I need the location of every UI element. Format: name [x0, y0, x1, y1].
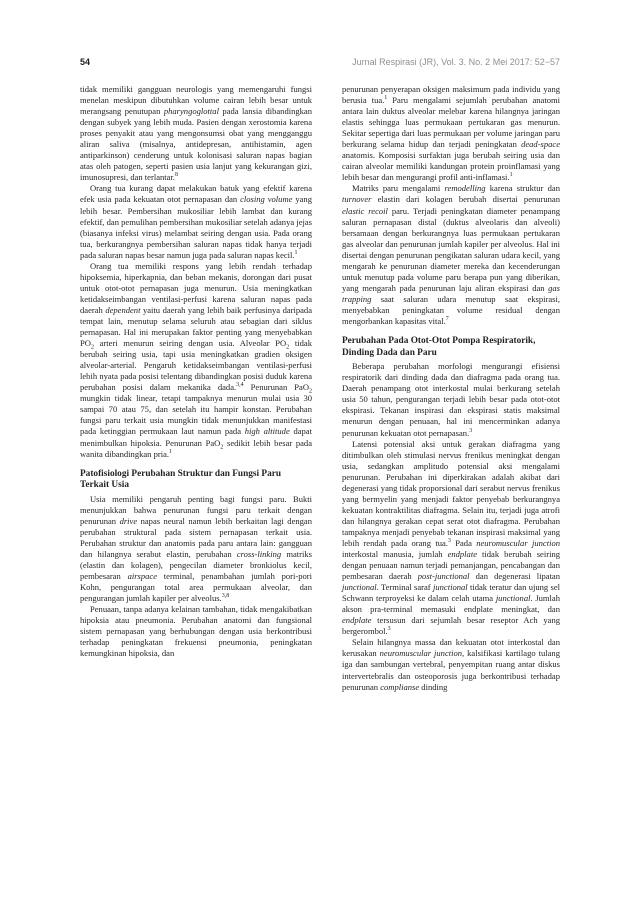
right-column	[342, 84, 560, 693]
paragraph: tidak memiliki gangguan neurologis yang memengaruhi fungsi menelan meskipun dibutuhkan volume cairan lebih besar untuk merangsang penutupan pharyngoglottal pada lansia dibandingkan dengan subyek yang lebih muda. Pasien dengan xerostomia karena proses penyakit atau yang mengonsumsi obat yang mengganggu aliran saliva (misalnya, antidepresan, antihistamin, agen antiparkinson) cenderung untuk kolonisasi saluran napas bagian atas oleh patogen, seperti pasien usia lanjut yang kekurangan gizi, imunosupresi, dan terlantar.$^8$	[80, 84, 312, 183]
paragraph: Matriks paru mengalami remodelling karena struktur dan turnover elastin dari kolagen berubah disertai penurunan elastic recoil paru. Terjadi peningkatan diameter penampang saluran pernapasan distal (duktus alveolaris dan alveoli) bersamaan dengan berkurangnya luas permukaan pertukaran gas alveolar dan penurunan jumlah kapiler per alveolus. Hal ini disertai dengan penurunan pengikatan saluran udara kecil, yang mengarah ke penurunan diameter mereka dan kecenderungan untuk menutup pada volume paru berapa pun yang diberikan, yang mengarah pada penurunan laju aliran ekspirasi dan gas trapping saat saluran udara menutup saat ekspirasi, menyebabkan peningkatan volume residual dengan mengorbankan kapasitas vital.$^7$	[342, 183, 560, 326]
paragraph: Beberapa perubahan morfologi mengurangi efisiensi respiratorik dari dinding dada dan diafragma pada orang tua. Daerah penampang otot interkostal mulai berkurang setelah usia 50 tahun, pengurangan terjadi lebih besar pada otot-otot ekspirasi. Tekanan inspirasi dan ekspirasi statis maksimal menurun dengan penuaan, hal ini mencerminkan adanya penurunan kekuatan otot pernapasan.$^3$	[342, 361, 560, 438]
running-header	[80, 57, 560, 71]
page-number: 54	[80, 57, 91, 67]
paragraph: Penuaan, tanpa adanya kelainan tambahan, tidak mengakibatkan hipoksia atau pneumonia. Perubahan anatomi dan fungsional sistem pernapasan yang berhubungan dengan usia berkontribusi terhadap peningkatan frekuensi pneumonia, peningkatan kemungkinan hipoksia, dan	[80, 604, 312, 659]
paragraph: Usia memiliki pengaruh penting bagi fungsi paru. Bukti menunjukkan bahwa penurunan fungsi paru terkait dengan penurunan drive napas neural namun lebih berkaitan lagi dengan perubahan struktural pada sistem pernapasan terkait usia. Perubahan struktur dan anatomis pada paru antara lain: gangguan dan hilangnya serabut elastin, perubahan cross-linking matriks (elastin dan kolagen), pengecilan diameter bronkiolus kecil, pembesaran airspace terminal, penambahan jumlah pori-pori Kohn, pengurangan total area permukaan alveolar, dan pengurangan jumlah kapiler per alveolus.$^{3,8}$	[80, 493, 312, 604]
journal-citation: Jurnal Respirasi (JR), Vol. 3. No. 2 Mei 2017: 52−57	[352, 57, 560, 67]
section-heading: Patofisiologi Perubahan Struktur dan Fungsi Paru Terkait Usia	[80, 468, 282, 491]
paragraph: penurunan penyerapan oksigen maksimum pada individu yang berusia tua.$^1$ Paru mengalami sejumlah perubahan anatomi antara lain duktus alveolar melebar karena hilangnya jaringan elastis sehingga luas permukaan pertukaran gas menurun. Sekitar sepertiga dari luas permukaan per volume jaringan paru berkurang selama hidup dan terjadi peningkatan dead-space anatomis. Komposisi surfaktan juga berubah seiring usia dan cairan alveolar memiliki kandungan protein proinflamasi yang lebih besar dan mengurangi profil anti-inflamasi.$^1$	[342, 84, 560, 183]
section-heading: Perubahan Pada Otot-Otot Pompa Respiratorik, Dinding Dada dan Paru	[342, 336, 536, 358]
paragraph: Latensi potensial aksi untuk gerakan diafragma yang ditimbulkan oleh stimulasi nervus frenikus meningkat dengan usia, sedangkan amplitudo potensial aksi mengalami penurunan. Perubahan ini diperkirakan adalah akibat dari degenerasi yang tidak proporsional dari serabut nervus frenikus yang bermyelin yang menjadi faktor penyebab berkurangnya kekuatan kontraktilitas diafragma. Selain itu, terjadi juga atrofi dan hilangnya gerakan cepat serat otot diafragma. Perubahan tampaknya menjadi penyebab tekanan inspirasi maksimal yang lebih rendah pada orang tua.$^3$ Pada neuromuscular junction interkostal manusia, jumlah endplate tidak berubah seiring dengan penuaan namun terjadi pemanjangan, pencabangan dan pembesaran daerah post-junctional dan degenerasi lipatan junctional. Terminal saraf junctional tidak teratur dan ujung sel Schwann terproyeksi ke dalam celah utama junctional. Jumlah akson pra-terminal memasuki endplate meningkat, dan endplate tersusun dari sejumlah besar reseptor Ach yang bergerombol.$^3$	[342, 438, 561, 637]
paragraph: Orang tua memiliki respons yang lebih rendah terhadap hipoksemia, hiperkapnia, dan beban mekanis, dorongan dari pusat untuk otot-otot pernapasan juga menurun. Usia meningkatkan ketidakseimbangan ventilasi-perfusi karena saluran napas pada daerah dependent yaitu daerah yang lebih baik perfusinya daripada tempat lain, menutup selama seluruh atau sebagian dari siklus pernapasan. Hal ini merupakan faktor penting yang menyebabkan $PO_2$ arteri menurun seiring dengan usia. Alveolar $PO_2$ tidak berubah seiring usia, tapi usia meningkatkan gradien oksigen alveolar-arterial. Pengaruh ketidakseimbangan ventilasi-perfusi lebih nyata pada posisi telentang dibandingkan posisi duduk karena perubahan posisi dalam mekanika dada.$^{3,4}$ Penurunan PaO$_2$ mungkin tidak linear, tetapi tampaknya menurun mulai usia 30 sampai 70 atau 75, dan setelah itu hampir konstan. Perubahan fungsi paru terkait usia mungkin tidak menunjukkan manifestasi pada ketinggian permukaan laut namun pada high altitude dapat menimbulkan hipoksia. Penurunan PaO$_2$ sedikit lebih besar pada wanita dibandingkan pria.$^1$	[80, 260, 313, 459]
paragraph: Selain hilangnya massa dan kekuatan otot interkostal dan kerusakan neuromuscular junction, kalsifikasi kartilago tulang iga dan sambungan vertebral, penyempitan ruang antar diskus intervertebralis dan osteoporosis juga berkontribusi terhadap penurunan complianse dinding	[342, 637, 560, 692]
left-column	[80, 84, 312, 659]
paragraph: Orang tua kurang dapat melakukan batuk yang efektif karena efek usia pada kekuatan otot pernapasan dan closing volume yang lebih besar. Pembersihan mukosiliar lebih lambat dan kurang efektif, dan pemulihan pembersihan mukosiliar setelah adanya jejas (biasanya infeksi virus) melambat seiring dengan usia. Pada orang tua, berkurangnya pembersihan saluran napas tidak hanya terjadi pada saluran napas besar namun juga pada saluran napas kecil.$^1$	[80, 183, 312, 260]
